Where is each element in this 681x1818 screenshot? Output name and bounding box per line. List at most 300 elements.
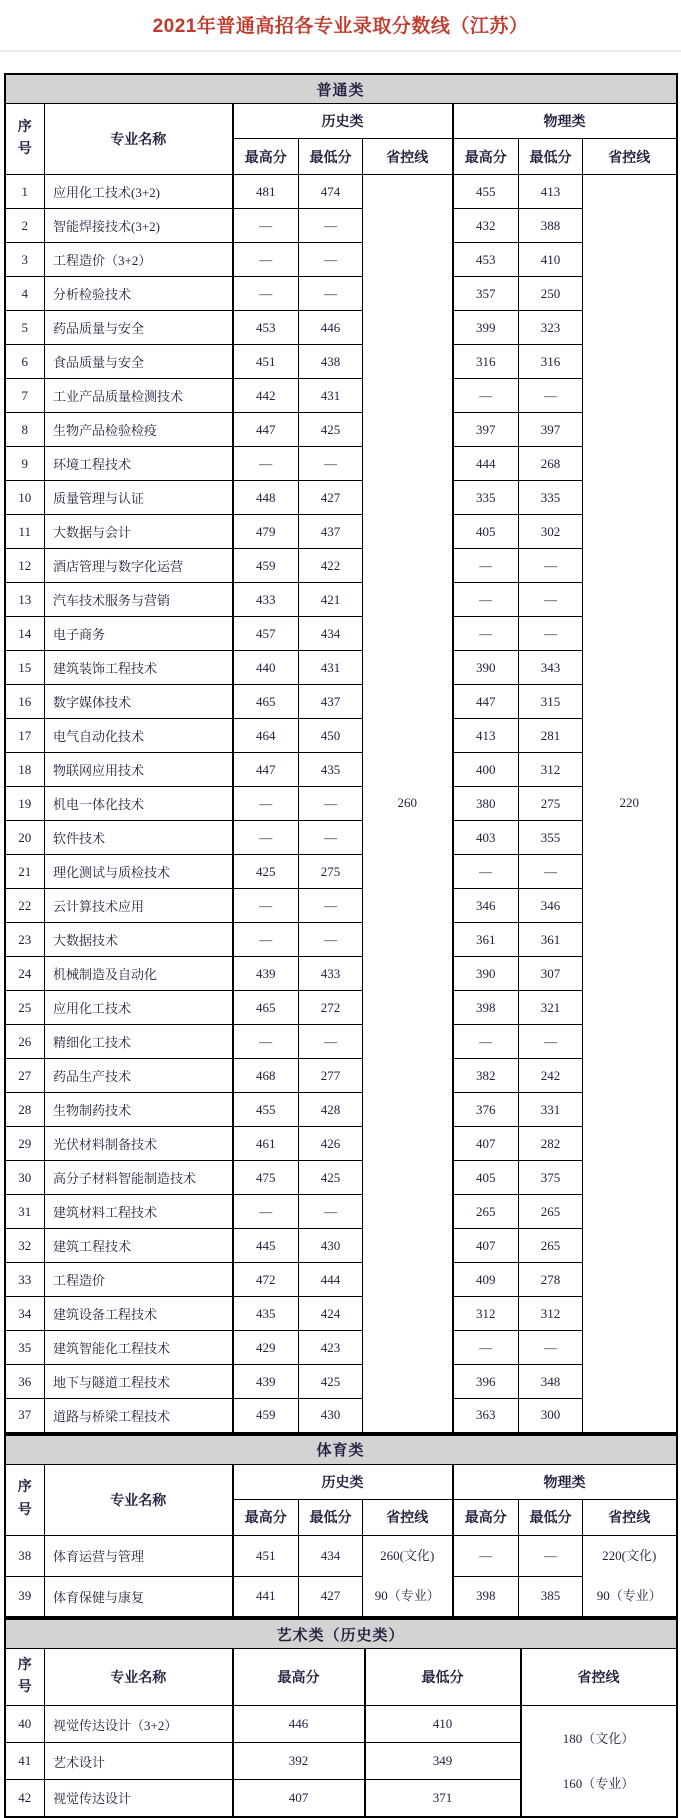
row-no-cell: 39 bbox=[5, 1576, 45, 1617]
row-no-cell: 41 bbox=[5, 1743, 45, 1780]
table-row bbox=[5, 923, 677, 957]
history-max-cell: — bbox=[233, 889, 299, 923]
history-max-cell: — bbox=[233, 787, 299, 821]
physics-min-cell: 397 bbox=[519, 413, 583, 447]
physics-min-cell: 265 bbox=[519, 1195, 583, 1229]
row-no-cell: 18 bbox=[5, 753, 45, 787]
header-history-line: 省控线 bbox=[363, 1499, 453, 1535]
history-max-cell: 457 bbox=[233, 617, 299, 651]
header-row-number: 序号 bbox=[5, 1464, 45, 1535]
table-row bbox=[5, 651, 677, 685]
history-max-cell: 459 bbox=[233, 1399, 299, 1433]
history-max-cell: 465 bbox=[233, 685, 299, 719]
physics-min-cell: 375 bbox=[519, 1161, 583, 1195]
history-min-cell: 474 bbox=[299, 175, 363, 209]
table-row bbox=[5, 1195, 677, 1229]
history-min-cell: 425 bbox=[299, 1365, 363, 1399]
section-band-sports: 体育类 bbox=[5, 1435, 677, 1465]
major-name-cell: 光伏材料制备技术 bbox=[45, 1127, 233, 1161]
header-major-name: 专业名称 bbox=[45, 1464, 233, 1535]
general-category-table bbox=[4, 73, 678, 1434]
min-score-cell: 349 bbox=[365, 1743, 521, 1780]
header-physics-min: 最低分 bbox=[519, 139, 583, 175]
major-name-cell: 机电一体化技术 bbox=[45, 787, 233, 821]
max-score-cell: 407 bbox=[233, 1780, 365, 1817]
physics-max-cell: — bbox=[453, 1331, 519, 1365]
major-name-cell: 云计算技术应用 bbox=[45, 889, 233, 923]
row-no-cell: 31 bbox=[5, 1195, 45, 1229]
table-row bbox=[5, 1025, 677, 1059]
major-name-cell: 建筑工程技术 bbox=[45, 1229, 233, 1263]
section-band-arts: 艺术类（历史类） bbox=[5, 1619, 677, 1649]
major-name-cell: 环境工程技术 bbox=[45, 447, 233, 481]
history-max-cell: 441 bbox=[233, 1576, 299, 1617]
history-max-cell: — bbox=[233, 209, 299, 243]
table-row bbox=[5, 515, 677, 549]
physics-min-cell: 307 bbox=[519, 957, 583, 991]
header-history-group: 历史类 bbox=[233, 104, 453, 139]
row-no-cell: 29 bbox=[5, 1127, 45, 1161]
major-name-cell: 分析检验技术 bbox=[45, 277, 233, 311]
physics-min-cell: 278 bbox=[519, 1263, 583, 1297]
row-no-cell: 5 bbox=[5, 311, 45, 345]
row-no-cell: 25 bbox=[5, 991, 45, 1025]
history-min-cell: 425 bbox=[299, 413, 363, 447]
physics-max-cell: 409 bbox=[453, 1263, 519, 1297]
row-no-cell: 38 bbox=[5, 1535, 45, 1576]
row-no-cell: 11 bbox=[5, 515, 45, 549]
history-max-cell: 439 bbox=[233, 957, 299, 991]
history-max-cell: 468 bbox=[233, 1059, 299, 1093]
table-row bbox=[5, 1263, 677, 1297]
history-max-cell: 472 bbox=[233, 1263, 299, 1297]
tables-container bbox=[0, 73, 681, 1818]
sports-category-table bbox=[4, 1434, 678, 1619]
physics-min-cell: — bbox=[519, 855, 583, 889]
major-name-cell: 生物制药技术 bbox=[45, 1093, 233, 1127]
major-name-cell: 道路与桥梁工程技术 bbox=[45, 1399, 233, 1433]
history-min-cell: 422 bbox=[299, 549, 363, 583]
major-name-cell: 大数据技术 bbox=[45, 923, 233, 957]
physics-max-cell: 413 bbox=[453, 719, 519, 753]
table-row bbox=[5, 991, 677, 1025]
physics-min-cell: 355 bbox=[519, 821, 583, 855]
history-min-cell: — bbox=[299, 889, 363, 923]
history-max-cell: 448 bbox=[233, 481, 299, 515]
history-min-cell: 446 bbox=[299, 311, 363, 345]
history-max-cell: 453 bbox=[233, 311, 299, 345]
row-no-cell: 34 bbox=[5, 1297, 45, 1331]
physics-min-cell: 250 bbox=[519, 277, 583, 311]
header-history-min: 最低分 bbox=[299, 1499, 363, 1535]
table-row bbox=[5, 685, 677, 719]
physics-max-cell: 453 bbox=[453, 243, 519, 277]
row-no-cell: 13 bbox=[5, 583, 45, 617]
row-no-cell: 32 bbox=[5, 1229, 45, 1263]
physics-min-cell: 346 bbox=[519, 889, 583, 923]
header-physics-line: 省控线 bbox=[583, 139, 677, 175]
row-no-cell: 14 bbox=[5, 617, 45, 651]
history-max-cell: 465 bbox=[233, 991, 299, 1025]
header-major-name: 专业名称 bbox=[45, 104, 233, 175]
header-history-group: 历史类 bbox=[233, 1464, 453, 1499]
physics-max-cell: 403 bbox=[453, 821, 519, 855]
major-name-cell: 电气自动化技术 bbox=[45, 719, 233, 753]
major-name-cell: 体育保健与康复 bbox=[45, 1576, 233, 1617]
table-row bbox=[5, 1399, 677, 1433]
history-min-cell: 427 bbox=[299, 481, 363, 515]
table-row bbox=[5, 277, 677, 311]
row-no-cell: 7 bbox=[5, 379, 45, 413]
history-max-cell: — bbox=[233, 277, 299, 311]
table-row bbox=[5, 549, 677, 583]
major-name-cell: 软件技术 bbox=[45, 821, 233, 855]
major-name-cell: 电子商务 bbox=[45, 617, 233, 651]
header-max: 最高分 bbox=[233, 1649, 365, 1706]
history-min-cell: 424 bbox=[299, 1297, 363, 1331]
history-max-cell: 442 bbox=[233, 379, 299, 413]
major-name-cell: 建筑智能化工程技术 bbox=[45, 1331, 233, 1365]
table-row bbox=[5, 1297, 677, 1331]
physics-province-line-cell: 220(文化) 90（专业） bbox=[583, 1535, 677, 1617]
major-name-cell: 药品生产技术 bbox=[45, 1059, 233, 1093]
history-max-cell: — bbox=[233, 923, 299, 957]
row-no-cell: 37 bbox=[5, 1399, 45, 1433]
major-name-cell: 理化测试与质检技术 bbox=[45, 855, 233, 889]
header-physics-line: 省控线 bbox=[583, 1499, 677, 1535]
header-history-max: 最高分 bbox=[233, 1499, 299, 1535]
min-score-cell: 371 bbox=[365, 1780, 521, 1817]
history-max-cell: — bbox=[233, 821, 299, 855]
header-physics-group: 物理类 bbox=[453, 1464, 677, 1499]
physics-min-cell: — bbox=[519, 379, 583, 413]
major-name-cell: 精细化工技术 bbox=[45, 1025, 233, 1059]
row-no-cell: 24 bbox=[5, 957, 45, 991]
header-history-max: 最高分 bbox=[233, 139, 299, 175]
physics-min-cell: 265 bbox=[519, 1229, 583, 1263]
physics-min-cell: 282 bbox=[519, 1127, 583, 1161]
physics-max-cell: 400 bbox=[453, 753, 519, 787]
row-no-cell: 21 bbox=[5, 855, 45, 889]
row-no-cell: 33 bbox=[5, 1263, 45, 1297]
row-no-cell: 27 bbox=[5, 1059, 45, 1093]
header-row-number: 序号 bbox=[5, 104, 45, 175]
physics-max-cell: — bbox=[453, 855, 519, 889]
major-name-cell: 工程造价（3+2） bbox=[45, 243, 233, 277]
major-name-cell: 地下与隧道工程技术 bbox=[45, 1365, 233, 1399]
header-physics-max: 最高分 bbox=[453, 139, 519, 175]
physics-max-cell: 455 bbox=[453, 175, 519, 209]
physics-min-cell: 268 bbox=[519, 447, 583, 481]
physics-max-cell: 361 bbox=[453, 923, 519, 957]
row-no-cell: 23 bbox=[5, 923, 45, 957]
physics-min-cell: 335 bbox=[519, 481, 583, 515]
physics-max-cell: 398 bbox=[453, 991, 519, 1025]
physics-max-cell: 407 bbox=[453, 1127, 519, 1161]
physics-min-cell: 323 bbox=[519, 311, 583, 345]
table-row bbox=[5, 1059, 677, 1093]
row-no-cell: 36 bbox=[5, 1365, 45, 1399]
table-row bbox=[5, 175, 677, 209]
major-name-cell: 工程造价 bbox=[45, 1263, 233, 1297]
history-max-cell: 447 bbox=[233, 413, 299, 447]
history-min-cell: 434 bbox=[299, 1535, 363, 1576]
physics-max-cell: — bbox=[453, 617, 519, 651]
physics-min-cell: — bbox=[519, 1535, 583, 1576]
table-row bbox=[5, 617, 677, 651]
arts-category-table bbox=[4, 1618, 678, 1818]
history-min-cell: 435 bbox=[299, 753, 363, 787]
row-no-cell: 1 bbox=[5, 175, 45, 209]
physics-min-cell: 316 bbox=[519, 345, 583, 379]
physics-min-cell: 385 bbox=[519, 1576, 583, 1617]
table-row bbox=[5, 1365, 677, 1399]
physics-max-cell: 405 bbox=[453, 1161, 519, 1195]
max-score-cell: 446 bbox=[233, 1706, 365, 1743]
physics-min-cell: — bbox=[519, 549, 583, 583]
header-history-min: 最低分 bbox=[299, 139, 363, 175]
header-min: 最低分 bbox=[365, 1649, 521, 1706]
section-band-general: 普通类 bbox=[5, 74, 677, 104]
row-no-cell: 28 bbox=[5, 1093, 45, 1127]
history-min-cell: 427 bbox=[299, 1576, 363, 1617]
table-row bbox=[5, 583, 677, 617]
table-row bbox=[5, 311, 677, 345]
physics-max-cell: 363 bbox=[453, 1399, 519, 1433]
history-min-cell: — bbox=[299, 447, 363, 481]
history-min-cell: 434 bbox=[299, 617, 363, 651]
history-min-cell: — bbox=[299, 243, 363, 277]
history-max-cell: 451 bbox=[233, 1535, 299, 1576]
physics-max-cell: 346 bbox=[453, 889, 519, 923]
history-min-cell: 426 bbox=[299, 1127, 363, 1161]
table-row bbox=[5, 1161, 677, 1195]
row-no-cell: 8 bbox=[5, 413, 45, 447]
table-row bbox=[5, 719, 677, 753]
history-max-cell: — bbox=[233, 1025, 299, 1059]
history-min-cell: 275 bbox=[299, 855, 363, 889]
row-no-cell: 35 bbox=[5, 1331, 45, 1365]
history-max-cell: 459 bbox=[233, 549, 299, 583]
physics-max-cell: 380 bbox=[453, 787, 519, 821]
history-max-cell: 425 bbox=[233, 855, 299, 889]
history-min-cell: 450 bbox=[299, 719, 363, 753]
major-name-cell: 应用化工技术(3+2) bbox=[45, 175, 233, 209]
major-name-cell: 酒店管理与数字化运营 bbox=[45, 549, 233, 583]
history-min-cell: 277 bbox=[299, 1059, 363, 1093]
table-row bbox=[5, 1535, 677, 1576]
physics-max-cell: 396 bbox=[453, 1365, 519, 1399]
row-no-cell: 10 bbox=[5, 481, 45, 515]
major-name-cell: 生物产品检验检疫 bbox=[45, 413, 233, 447]
major-name-cell: 建筑设备工程技术 bbox=[45, 1297, 233, 1331]
history-max-cell: — bbox=[233, 1195, 299, 1229]
row-no-cell: 4 bbox=[5, 277, 45, 311]
table-row bbox=[5, 447, 677, 481]
history-max-cell: 445 bbox=[233, 1229, 299, 1263]
history-max-cell: 481 bbox=[233, 175, 299, 209]
history-max-cell: 439 bbox=[233, 1365, 299, 1399]
table-row bbox=[5, 1229, 677, 1263]
row-no-cell: 26 bbox=[5, 1025, 45, 1059]
row-no-cell: 6 bbox=[5, 345, 45, 379]
header-major-name: 专业名称 bbox=[45, 1649, 233, 1706]
physics-max-cell: 407 bbox=[453, 1229, 519, 1263]
history-max-cell: 435 bbox=[233, 1297, 299, 1331]
table-row bbox=[5, 345, 677, 379]
major-name-cell: 工业产品质量检测技术 bbox=[45, 379, 233, 413]
major-name-cell: 体育运营与管理 bbox=[45, 1535, 233, 1576]
physics-max-cell: — bbox=[453, 1535, 519, 1576]
history-max-cell: 475 bbox=[233, 1161, 299, 1195]
physics-max-cell: — bbox=[453, 379, 519, 413]
physics-max-cell: 432 bbox=[453, 209, 519, 243]
physics-max-cell: 447 bbox=[453, 685, 519, 719]
history-min-cell: 444 bbox=[299, 1263, 363, 1297]
history-min-cell: 430 bbox=[299, 1229, 363, 1263]
row-no-cell: 2 bbox=[5, 209, 45, 243]
table-row bbox=[5, 243, 677, 277]
major-name-cell: 汽车技术服务与营销 bbox=[45, 583, 233, 617]
major-name-cell: 建筑材料工程技术 bbox=[45, 1195, 233, 1229]
arts-table-body bbox=[5, 1706, 677, 1817]
table-row bbox=[5, 1331, 677, 1365]
history-min-cell: — bbox=[299, 1195, 363, 1229]
major-name-cell: 食品质量与安全 bbox=[45, 345, 233, 379]
physics-max-cell: 316 bbox=[453, 345, 519, 379]
table-row bbox=[5, 753, 677, 787]
row-no-cell: 9 bbox=[5, 447, 45, 481]
history-min-cell: 431 bbox=[299, 379, 363, 413]
major-name-cell: 药品质量与安全 bbox=[45, 311, 233, 345]
major-name-cell: 数字媒体技术 bbox=[45, 685, 233, 719]
history-min-cell: 430 bbox=[299, 1399, 363, 1433]
major-name-cell: 高分子材料智能制造技术 bbox=[45, 1161, 233, 1195]
major-name-cell: 大数据与会计 bbox=[45, 515, 233, 549]
physics-min-cell: 343 bbox=[519, 651, 583, 685]
header-physics-max: 最高分 bbox=[453, 1499, 519, 1535]
major-name-cell: 视觉传达设计（3+2） bbox=[45, 1706, 233, 1743]
physics-min-cell: 281 bbox=[519, 719, 583, 753]
history-max-cell: 479 bbox=[233, 515, 299, 549]
history-max-cell: 447 bbox=[233, 753, 299, 787]
major-name-cell: 智能焊接技术(3+2) bbox=[45, 209, 233, 243]
physics-min-cell: 312 bbox=[519, 753, 583, 787]
header-row-number: 序号 bbox=[5, 1649, 45, 1706]
physics-min-cell: 410 bbox=[519, 243, 583, 277]
history-max-cell: 429 bbox=[233, 1331, 299, 1365]
history-max-cell: — bbox=[233, 243, 299, 277]
general-table-body bbox=[5, 175, 677, 1433]
history-min-cell: 431 bbox=[299, 651, 363, 685]
history-min-cell: — bbox=[299, 923, 363, 957]
physics-max-cell: 335 bbox=[453, 481, 519, 515]
physics-province-line-cell: 220 bbox=[583, 175, 677, 1433]
physics-min-cell: — bbox=[519, 1331, 583, 1365]
history-min-cell: 425 bbox=[299, 1161, 363, 1195]
history-max-cell: 464 bbox=[233, 719, 299, 753]
history-province-line-cell: 260 bbox=[363, 175, 453, 1433]
physics-max-cell: — bbox=[453, 549, 519, 583]
history-max-cell: 440 bbox=[233, 651, 299, 685]
table-row bbox=[5, 1576, 677, 1617]
history-min-cell: 437 bbox=[299, 515, 363, 549]
physics-max-cell: 444 bbox=[453, 447, 519, 481]
physics-min-cell: 300 bbox=[519, 1399, 583, 1433]
table-row bbox=[5, 821, 677, 855]
history-max-cell: 433 bbox=[233, 583, 299, 617]
table-row bbox=[5, 413, 677, 447]
history-min-cell: 438 bbox=[299, 345, 363, 379]
physics-min-cell: 331 bbox=[519, 1093, 583, 1127]
major-name-cell: 物联网应用技术 bbox=[45, 753, 233, 787]
row-no-cell: 12 bbox=[5, 549, 45, 583]
physics-max-cell: 390 bbox=[453, 651, 519, 685]
header-physics-group: 物理类 bbox=[453, 104, 677, 139]
history-max-cell: 461 bbox=[233, 1127, 299, 1161]
history-min-cell: 428 bbox=[299, 1093, 363, 1127]
table-row bbox=[5, 481, 677, 515]
physics-min-cell: 348 bbox=[519, 1365, 583, 1399]
history-max-cell: — bbox=[233, 447, 299, 481]
physics-min-cell: 302 bbox=[519, 515, 583, 549]
history-min-cell: 437 bbox=[299, 685, 363, 719]
row-no-cell: 16 bbox=[5, 685, 45, 719]
history-min-cell: 272 bbox=[299, 991, 363, 1025]
history-min-cell: — bbox=[299, 821, 363, 855]
table-row bbox=[5, 957, 677, 991]
history-max-cell: 451 bbox=[233, 345, 299, 379]
physics-min-cell: — bbox=[519, 1025, 583, 1059]
row-no-cell: 30 bbox=[5, 1161, 45, 1195]
max-score-cell: 392 bbox=[233, 1743, 365, 1780]
table-row bbox=[5, 855, 677, 889]
row-no-cell: 20 bbox=[5, 821, 45, 855]
physics-min-cell: 242 bbox=[519, 1059, 583, 1093]
history-max-cell: 455 bbox=[233, 1093, 299, 1127]
major-name-cell: 机械制造及自动化 bbox=[45, 957, 233, 991]
physics-min-cell: 388 bbox=[519, 209, 583, 243]
physics-max-cell: 312 bbox=[453, 1297, 519, 1331]
physics-max-cell: 265 bbox=[453, 1195, 519, 1229]
row-no-cell: 40 bbox=[5, 1706, 45, 1743]
major-name-cell: 视觉传达设计 bbox=[45, 1780, 233, 1817]
page-title: 2021年普通高招各专业录取分数线（江苏） bbox=[0, 0, 681, 52]
physics-min-cell: 413 bbox=[519, 175, 583, 209]
major-name-cell: 应用化工技术 bbox=[45, 991, 233, 1025]
major-name-cell: 质量管理与认证 bbox=[45, 481, 233, 515]
physics-max-cell: — bbox=[453, 1025, 519, 1059]
history-min-cell: 421 bbox=[299, 583, 363, 617]
history-min-cell: 433 bbox=[299, 957, 363, 991]
history-min-cell: 423 bbox=[299, 1331, 363, 1365]
physics-min-cell: 361 bbox=[519, 923, 583, 957]
physics-min-cell: 312 bbox=[519, 1297, 583, 1331]
physics-max-cell: 376 bbox=[453, 1093, 519, 1127]
history-min-cell: — bbox=[299, 277, 363, 311]
header-line: 省控线 bbox=[521, 1649, 677, 1706]
row-no-cell: 22 bbox=[5, 889, 45, 923]
physics-min-cell: 315 bbox=[519, 685, 583, 719]
history-min-cell: — bbox=[299, 1025, 363, 1059]
table-row bbox=[5, 209, 677, 243]
history-min-cell: — bbox=[299, 209, 363, 243]
table-row bbox=[5, 1093, 677, 1127]
physics-min-cell: — bbox=[519, 617, 583, 651]
physics-min-cell: 321 bbox=[519, 991, 583, 1025]
row-no-cell: 42 bbox=[5, 1780, 45, 1817]
physics-max-cell: — bbox=[453, 583, 519, 617]
